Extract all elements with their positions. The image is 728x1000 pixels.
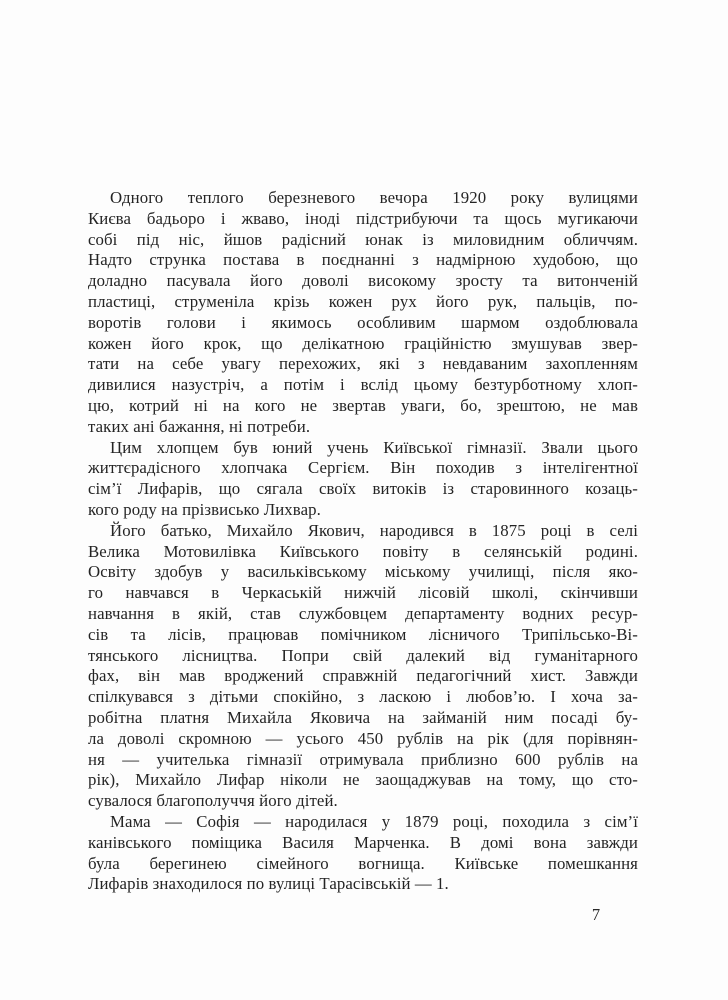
text-line: ла доволі скромною — усього 450 рублів на рік (для порівнян- bbox=[88, 728, 638, 748]
text-line: робітна платня Михайла Яковича на займаній ним посаді бу- bbox=[88, 707, 638, 727]
text-line: кожен його крок, що делікатною граційністю змушував звер- bbox=[88, 333, 638, 353]
page-number: 7 bbox=[591, 905, 601, 924]
text-line: спілкувався з дітьми спокійно, з ласкою і любов’ю. І хоча за- bbox=[88, 687, 638, 707]
text-line: навчання в якій, став службовцем департаменту водних ресур- bbox=[88, 603, 638, 623]
text-line: Одного теплого березневого вечора 1920 року вулицями bbox=[110, 188, 638, 207]
text-line: воротів голови і якимось особливим шармом оздоблювала bbox=[88, 312, 638, 332]
paragraph bbox=[88, 521, 638, 812]
text-line: доладно пасувала його доволі високому зросту та витонченій bbox=[88, 271, 638, 291]
text-line: тати на себе увагу перехожих, які з невдаваним захопленням bbox=[88, 354, 638, 374]
text-line: го навчався в Черкаській нижчій лісовій школі, скінчивши bbox=[88, 583, 638, 603]
text-line: дивилися назустріч, а потім і вслід цьому безтурботному хлоп- bbox=[88, 375, 638, 395]
text-line: Лифарів знаходилося по вулиці Тарасівській — 1. bbox=[88, 874, 449, 894]
text-line: фах, він мав вроджений справжній педагогічний хист. Завжди bbox=[88, 666, 638, 686]
text-line: сів та лісів, працював помічником лісничого Трипільсько-Ві- bbox=[88, 624, 638, 644]
text-line: Цим хлопцем був юний учень Київської гімназії. Звали цього bbox=[110, 437, 638, 457]
text-line: життєрадісного хлопчака Сергієм. Він походив з інтелігентної bbox=[88, 458, 638, 478]
text-line: Освіту здобув у васильківському міському училищі, після яко- bbox=[88, 562, 638, 582]
paragraph bbox=[88, 812, 638, 895]
text-line: пластиці, струменіла крізь кожен рух його рук, пальців, по- bbox=[88, 291, 638, 311]
text-line: Велика Мотовилівка Київського повіту в селянській родині. bbox=[88, 541, 638, 561]
text-block bbox=[88, 188, 638, 895]
text-line: Києва бадьоро і жваво, іноді підстрибуючи та щось мугикаючи bbox=[88, 208, 638, 228]
text-line: цю, котрий ні на кого не звертав уваги, бо, зрештою, не мав bbox=[88, 395, 638, 415]
text-line: канівського поміщика Василя Марченка. В домі вона завжди bbox=[88, 832, 638, 852]
paragraph bbox=[88, 188, 638, 438]
text-line: таких ані бажання, ні потреби. bbox=[88, 416, 311, 436]
text-line: кого роду на прізвисько Лихвар. bbox=[88, 499, 321, 519]
text-line: сім’ї Лифарів, що сягала своїх витоків із старовинного козаць- bbox=[88, 479, 638, 499]
text-line: Надто струнка постава в поєднанні з надмірною худобою, що bbox=[88, 250, 638, 270]
text-line: собі під ніс, йшов радісний юнак із миловидним обличчям. bbox=[88, 229, 638, 249]
text-line: рік), Михайло Лифар ніколи не заощаджував на тому, що сто- bbox=[88, 770, 638, 790]
text-line: сувалося благополуччя його дітей. bbox=[88, 791, 338, 811]
text-line: тянського лісництва. Попри свій далекий від гуманітарного bbox=[88, 645, 638, 665]
paragraph bbox=[88, 438, 638, 521]
text-line: Його батько, Михайло Якович, народився в 1875 році в селі bbox=[110, 520, 638, 540]
text-line: ня — учителька гімназії отримувала приблизно 600 рублів на bbox=[88, 749, 638, 769]
text-line: була берегинею сімейного вогнища. Київське помешкання bbox=[88, 853, 638, 873]
text-line: Мама — Софія — народилася у 1879 році, походила з сім’ї bbox=[110, 811, 638, 831]
